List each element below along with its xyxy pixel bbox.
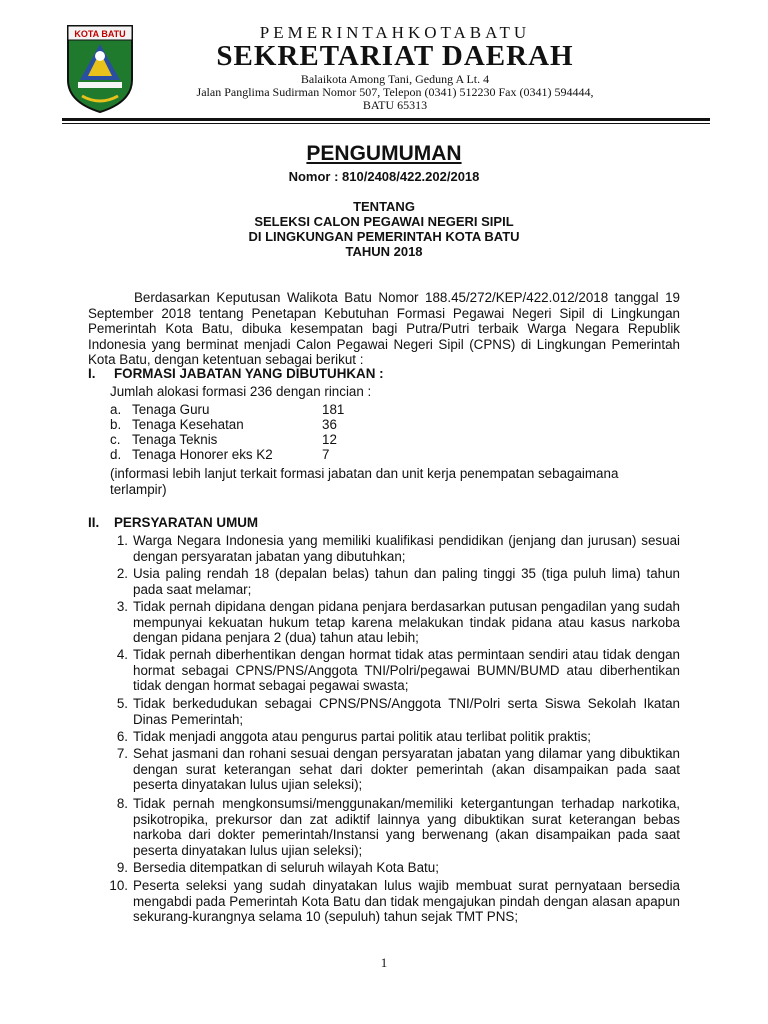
requirement-number: 3. (116, 599, 128, 614)
requirement-number: 6. (116, 729, 128, 744)
requirement-item (102, 647, 680, 694)
section-1-title: FORMASI JABATAN YANG DIBUTUHKAN : (114, 366, 384, 381)
requirement-number: 9. (116, 860, 128, 875)
allocation-item (110, 417, 337, 432)
allocation-name: Tenaga Guru (132, 402, 210, 417)
intro-paragraph (88, 290, 680, 368)
requirement-number: 7. (116, 746, 128, 761)
letterhead-rule-thick (62, 118, 710, 121)
logo-lettering: KOTA BATU (74, 29, 126, 39)
requirement-item (102, 533, 680, 564)
address-line-3: BATU 65313 (362, 98, 428, 112)
letterhead-rule-thin (62, 123, 710, 124)
section-2-numeral: II. (88, 515, 100, 530)
requirement-number: 2. (116, 566, 128, 581)
allocation-count: 12 (322, 432, 337, 447)
requirement-text: Usia paling rendah 18 (depalan belas) tahun dan paling tinggi 35 (tiga puluh lima) tahun pada saat melamar; (133, 566, 680, 597)
allocation-item (110, 432, 337, 447)
allocation-count: 36 (322, 417, 337, 432)
requirement-item (102, 599, 680, 646)
requirement-item (102, 696, 680, 727)
allocation-letter: b. (110, 417, 122, 432)
subject-line-2: DI LINGKUNGAN PEMERINTAH KOTA BATU (248, 229, 520, 244)
allocation-count: 181 (322, 402, 345, 417)
allocation-name: Tenaga Honorer eks K2 (132, 447, 273, 462)
requirement-text: Tidak berkedudukan sebagai CPNS/PNS/Anggota TNI/Polri serta Siswa Sekolah Ikatan Dinas Pemerintah; (133, 696, 680, 727)
subject-line-1: SELEKSI CALON PEGAWAI NEGERI SIPIL (254, 214, 514, 229)
requirement-number: 5. (116, 696, 128, 711)
requirement-text: Sehat jasmani dan rohani sesuai dengan persyaratan jabatan yang dilamar yang dibuktikan dengan surat keterangan sehat dari dokter pemerintah (akan disampaikan pada saat peserta dinyatakan lulus ujian seleksi); (133, 746, 680, 793)
page-number: 1 (380, 955, 388, 970)
requirement-text: Tidak pernah mengkonsumsi/menggunakan/memiliki ketergantungan terhadap narkotika, psikotropika, prekursor dan zat adiktif lainnya yang dibuktikan surat keterangan bebas narkoba dari dokter pemerintah/Instansi yang berwenang (akan disampaikan pada saat peserta dinyatakan lulus ujian seleksi); (133, 796, 680, 858)
requirement-item (102, 796, 680, 858)
section-1-heading (88, 366, 384, 381)
requirement-text: Tidak menjadi anggota atau pengurus partai politik atau terlibat politik praktis; (133, 729, 592, 744)
requirement-number: 1. (116, 533, 128, 548)
allocation-item (110, 447, 329, 462)
announcement-title: PENGUMUMAN (306, 142, 462, 165)
requirement-item (102, 878, 680, 925)
subject-line-3: TAHUN 2018 (345, 244, 423, 259)
kota-batu-logo (64, 22, 136, 114)
allocation-letter: c. (110, 432, 121, 447)
requirement-text: Tidak pernah diberhentikan dengan hormat tidak atas permintaan sendiri atau tidak dengan hormat sebagai CPNS/PNS/Anggota TNI/Polri/pegawai BUMN/BUMD atau diberhentikan tidak dengan hormat sebagai pegawai swasta; (133, 647, 680, 694)
requirement-text: Tidak pernah dipidana dengan pidana penjara berdasarkan putusan pengadilan yang sudah mempunyai kekuatan hukum tetap karena melakukan tindak pidana atau kasus narkoba dengan pidana penjara 2 (dua) tahun atau lebih; (133, 599, 680, 646)
section-1-numeral: I. (88, 366, 96, 381)
office-name: SEKRETARIAT DAERAH (216, 40, 574, 72)
requirement-text: Bersedia ditempatkan di seluruh wilayah Kota Batu; (133, 860, 439, 875)
address-line-2: Jalan Panglima Sudirman Nomor 507, Telepon (0341) 512230 Fax (0341) 594444, (196, 85, 594, 99)
requirement-item (102, 566, 680, 597)
allocation-count: 7 (322, 447, 330, 462)
requirement-number: 4. (116, 647, 128, 662)
allocation-name: Tenaga Kesehatan (132, 417, 244, 432)
requirement-number: 10. (109, 878, 128, 893)
requirement-item (102, 746, 680, 793)
allocation-lead: Jumlah alokasi formasi 236 dengan rincian : (110, 384, 372, 399)
requirement-text: Warga Negara Indonesia yang memiliki kualifikasi pendidikan (jenjang dan jurusan) sesuai dengan persyaratan jabatan yang dibutuhkan; (133, 533, 680, 564)
allocation-letter: a. (110, 402, 122, 417)
intro-text: Berdasarkan Keputusan Walikota Batu Nomor 188.45/272/KEP/422.012/2018 tanggal 19 September 2018 tentang Penetapan Kebutuhan Formasi Pegawai Negeri Sipil di Lingkungan Pemerintah Kota Batu, dibuka kesempatan bagi Putra/Putri terbaik Warga Negara Republik Indonesia yang berminat menjadi Calon Pegawai Negeri Sipil (CPNS) di Lingkungan Pemerintah Kota Batu, dengan ketentuan sebagai berikut : (88, 290, 680, 368)
allocation-item (110, 402, 344, 417)
allocation-note-line-1: (informasi lebih lanjut terkait formasi jabatan dan unit kerja penempatan sebagaimana (110, 466, 619, 481)
section-2-title: PERSYARATAN UMUM (114, 515, 259, 530)
announcement-number: Nomor : 810/2408/422.202/2018 (288, 169, 480, 184)
requirement-item (102, 729, 680, 745)
about-label: TENTANG (353, 199, 415, 214)
allocation-letter: d. (110, 447, 122, 462)
allocation-note-line-2: terlampir) (110, 482, 167, 497)
requirement-item (102, 860, 680, 876)
section-2-heading (88, 515, 258, 530)
requirement-text: Peserta seleksi yang sudah dinyatakan lulus wajib membuat surat pernyataan bersedia mengabdi pada Pemerintah Kota Batu dan tidak mengajukan pindah dengan alasan apapun sekurang-kurangnya selama 10 (sepuluh) tahun sejak TMT PNS; (133, 878, 680, 925)
allocation-name: Tenaga Teknis (132, 432, 218, 447)
government-name: PEMERINTAHKOTABATU (259, 23, 531, 42)
address-line-1: Balaikota Among Tani, Gedung A Lt. 4 (300, 72, 490, 86)
requirement-number: 8. (116, 796, 128, 811)
